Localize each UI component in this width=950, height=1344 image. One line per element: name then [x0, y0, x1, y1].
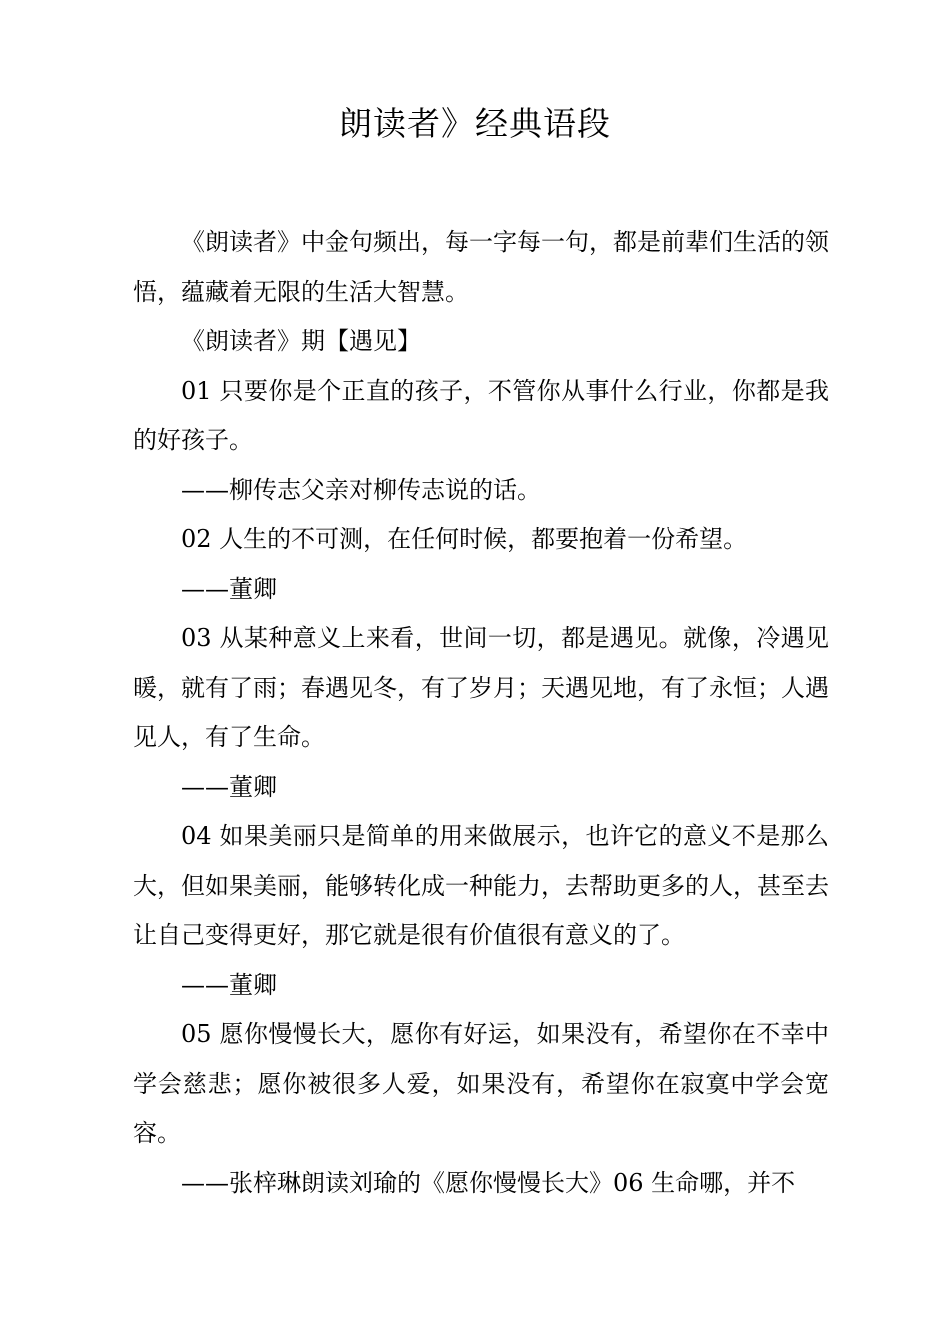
quote-04: 04 如果美丽只是简单的用来做展示，也许它的意义不是那么大，但如果美丽，能够转化成一种能力，去帮助更多的人，甚至去让自己变得更好，那它就是很有价值很有意义的了。 — [133, 822, 829, 949]
quote-03: 03 从某种意义上来看，世间一切，都是遇见。就像，冷遇见暖，就有了雨；春遇见冬，有了岁月；天遇见地，有了永恒；人遇见人，有了生命。 — [133, 624, 829, 751]
document-body — [133, 218, 829, 1208]
quote-03-attribution: ——董卿 — [181, 772, 277, 801]
quote-04-attribution: ——董卿 — [181, 970, 277, 999]
quote-01-attribution: ——柳传志父亲对柳传志说的话。 — [181, 475, 541, 504]
quote-01: 01 只要你是个正直的孩子，不管你从事什么行业，你都是我的好孩子。 — [133, 376, 829, 454]
quote-05-attribution: ——张梓琳朗读刘瑜的《愿你慢慢长大》06 生命哪，并不 — [181, 1168, 796, 1197]
quote-02-attribution: ——董卿 — [181, 574, 277, 603]
quote-02: 02 人生的不可测，在任何时候，都要抱着一份希望。 — [181, 525, 748, 553]
document-title: 朗读者》经典语段 — [339, 104, 611, 143]
quote-05: 05 愿你慢慢长大，愿你有好运，如果没有，希望你在不幸中学会慈悲；愿你被很多人爱，如果没有，希望你在寂寞中学会宽容。 — [133, 1020, 829, 1147]
paragraph-episode-heading: 《朗读者》期【遇见】 — [181, 327, 421, 355]
paragraph-intro: 《朗读者》中金句频出，每一字每一句，都是前辈们生活的领悟，蕴藏着无限的生活大智慧。 — [133, 228, 829, 306]
